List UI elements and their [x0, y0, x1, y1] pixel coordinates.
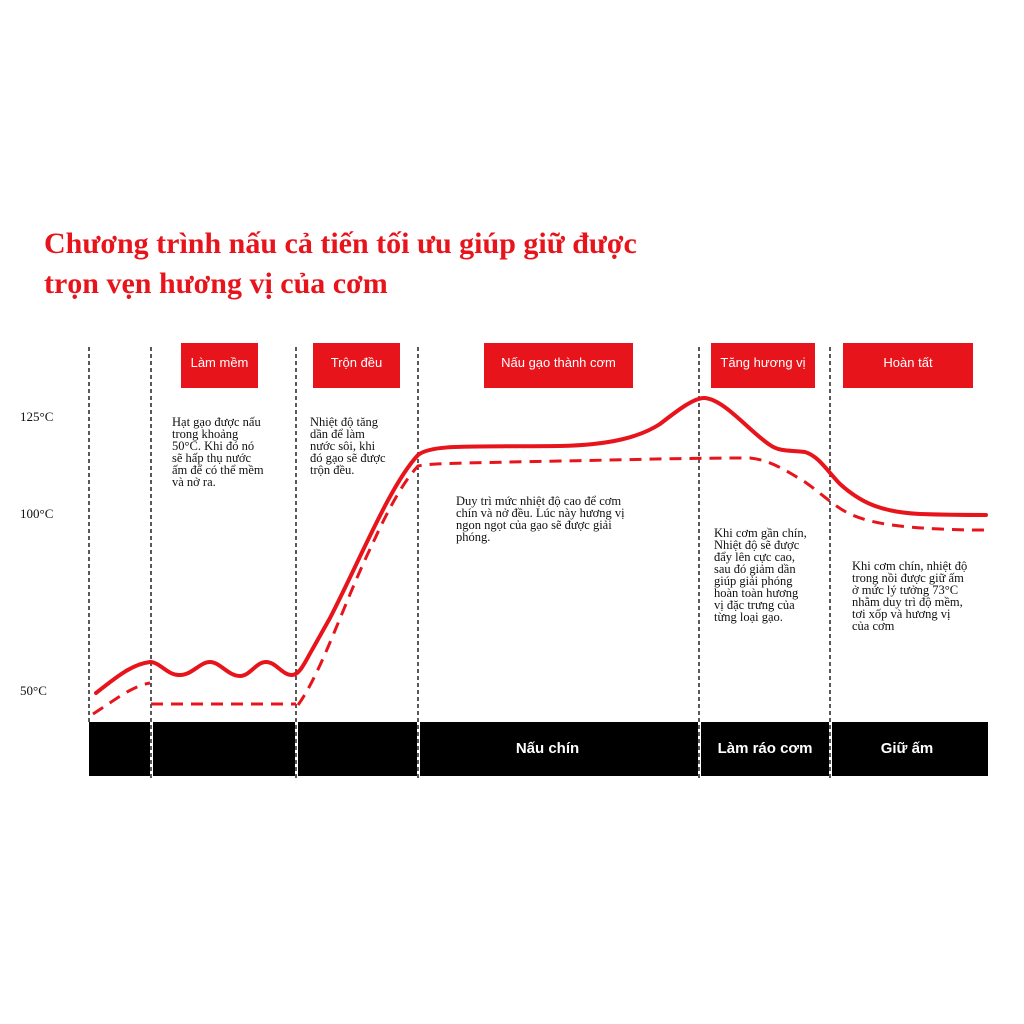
axis-label-100: 100°C [20, 506, 54, 521]
description-cook: Duy trì mức nhiệt độ cao để cơm chín và nở đều. Lúc này hương vị ngon ngọt của gạo sẽ được giải phóng. [456, 494, 625, 544]
stage-box-flavor: Tăng hương vị [711, 343, 815, 388]
phase-bar-3 [298, 722, 417, 776]
axis-label-125: 125°C [20, 409, 54, 424]
description-mix: Nhiệt độ tăng dần để làm nước sôi, khi đó gạo sẽ được trộn đều. [310, 415, 386, 477]
phase-label-cooked: Nấu chín [515, 740, 580, 757]
stage-box-mix: Trộn đều [313, 343, 400, 388]
description-finish: Khi cơm chín, nhiệt độ trong nồi được giữ ấm ở mức lý tưởng 73°C nhằm duy trì độ mềm, tơi xốp và hương vị của cơm [852, 559, 968, 633]
phase-label-warm: Giữ ấm [880, 740, 934, 757]
stage-box-cook: Nấu gạo thành cơm [484, 343, 633, 388]
stage-box-soften: Làm mềm [181, 343, 258, 388]
phase-bar-2 [153, 722, 295, 776]
phase-bar-1 [89, 722, 150, 776]
phase-label-drain: Làm ráo cơm [717, 740, 813, 757]
stage-box-finish: Hoàn tất [843, 343, 973, 388]
title-line-1: Chương trình nấu cả tiến tối ưu giúp giữ được [44, 227, 637, 260]
description-soften: Hạt gạo được nấu trong khoảng 50°C. Khi đó nó sẽ hấp thụ nước ấm để có thể mềm và nở ra. [172, 415, 264, 489]
description-flavor: Khi cơm gần chín, Nhiệt độ sẽ được đẩy lên cực cao, sau đó giảm dần giúp giải phóng hoàn toàn hương vị đặc trưng của từng loại gạo. [714, 526, 807, 624]
axis-label-50: 50°C [20, 683, 47, 698]
title-line-2: trọn vẹn hương vị của cơm [44, 267, 388, 300]
